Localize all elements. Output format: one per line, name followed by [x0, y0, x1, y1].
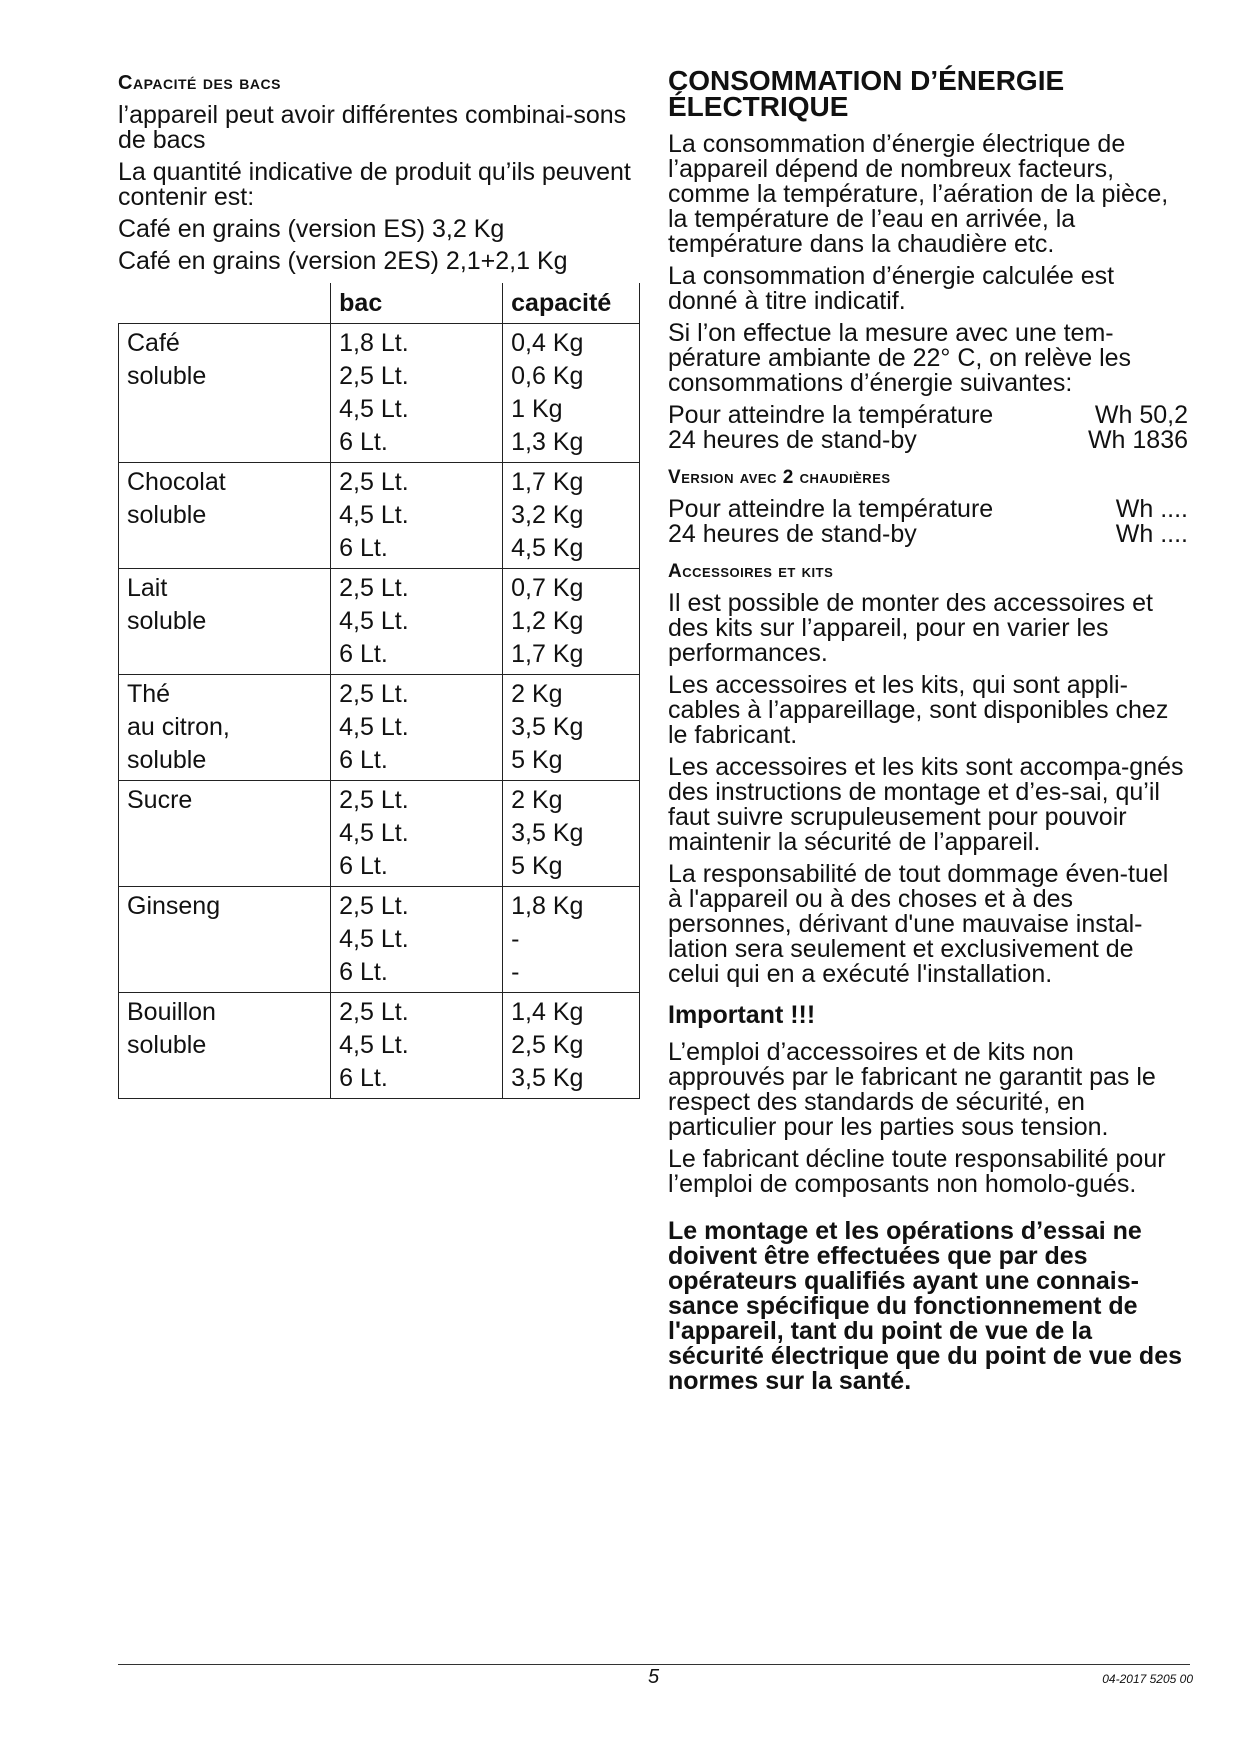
bac-cell-line: 6 Lt.	[339, 428, 388, 456]
paragraph: Il est possible de monter des accessoires et des kits sur l’appareil, pour en varier les performances.	[668, 589, 1153, 667]
paragraph: Les accessoires et les kits, qui sont appli-cables à l’appareillage, sont disponibles chez le fabricant.	[668, 671, 1169, 749]
capacite-cell-line: 1,7 Kg	[511, 468, 584, 496]
accessories-heading: Accessoires et kits	[668, 561, 834, 582]
energy-title-line1: CONSOMMATION D’ÉNERGIE	[668, 65, 1065, 96]
capacite-cell	[503, 993, 640, 1099]
capacity-table-body	[119, 324, 640, 1099]
capacite-cell	[503, 781, 640, 887]
bac-cell-line: 4,5 Lt.	[339, 819, 409, 847]
paragraph: La quantité indicative de produit qu’ils peuvent contenir est:	[118, 158, 631, 211]
bac-cell-line: 4,5 Lt.	[339, 501, 409, 529]
bac-cell	[331, 675, 503, 781]
energy-row	[668, 403, 1188, 428]
paragraph: La responsabilité de tout dommage éven-tuel à l'appareil ou à des choses et à des personnes, dérivant d'une mauvaise instal-lation sera seulement et exclusivement de celui qui en a exécuté l'installation.	[668, 860, 1169, 988]
right-column	[668, 65, 1188, 1395]
bac-cell-line: 4,5 Lt.	[339, 1031, 409, 1059]
product-cell	[119, 324, 331, 463]
bac-cell-line: 2,5 Lt.	[339, 786, 409, 814]
capacite-cell-line: 3,5 Kg	[511, 819, 584, 847]
capacite-cell-line: 5 Kg	[511, 746, 563, 774]
energy-row-label: 24 heures de stand-by	[668, 520, 917, 548]
capacite-cell	[503, 887, 640, 993]
capacite-cell-line: 0,7 Kg	[511, 574, 584, 602]
capacite-cell-line: 1,4 Kg	[511, 998, 584, 1026]
energy-row	[668, 497, 1188, 522]
product-cell	[119, 463, 331, 569]
bac-cell-line: 2,5 Lt.	[339, 574, 409, 602]
bac-cell-line: 6 Lt.	[339, 746, 388, 774]
capacity-table	[118, 283, 640, 1099]
table-row	[119, 569, 640, 675]
capacite-cell	[503, 675, 640, 781]
capacite-cell-line: 1,7 Kg	[511, 640, 584, 668]
capacite-cell-line: 3,5 Kg	[511, 713, 584, 741]
capacite-cell-line: 1,2 Kg	[511, 607, 584, 635]
product-cell	[119, 993, 331, 1099]
bac-cell-line: 6 Lt.	[339, 640, 388, 668]
product-cell	[119, 675, 331, 781]
product-cell-line: Bouillon	[127, 998, 216, 1026]
energy-title-line2: ÉLECTRIQUE	[668, 91, 849, 122]
paragraph: La consommation d’énergie électrique de l’appareil dépend de nombreux facteurs, comme la température, l’aération de la pièce, la température de l’eau en arrivée, la température dans la chaudière etc.	[668, 130, 1169, 258]
product-cell	[119, 887, 331, 993]
bac-cell-line: 2,5 Lt.	[339, 680, 409, 708]
capacite-cell	[503, 569, 640, 675]
bac-cell-line: 4,5 Lt.	[339, 713, 409, 741]
document-code: 04-2017 5205 00	[1102, 1672, 1193, 1686]
bac-cell-line: 2,5 Lt.	[339, 998, 409, 1026]
capacite-cell-line: 2 Kg	[511, 680, 563, 708]
bac-cell-line: 4,5 Lt.	[339, 607, 409, 635]
energy-row-value: Wh ....	[1115, 520, 1188, 548]
paragraph: L’emploi d’accessoires et de kits non approuvés par le fabricant ne garantit pas le respect des standards de sécurité, en particulier pour les parties sous tension.	[668, 1038, 1156, 1141]
bac-cell	[331, 463, 503, 569]
paragraph: l’appareil peut avoir différentes combinai-sons de bacs	[118, 101, 627, 154]
bac-cell-line: 6 Lt.	[339, 1064, 388, 1092]
safety-warning: Le montage et les opérations d’essai ne doivent être effectuées que par des opérateurs qualifiés ayant une connais-sance spécifique du fonctionnement de l'appareil, tant du point de vue de la sécurité électrique que du point de vue des normes sur la santé.	[668, 1217, 1183, 1395]
bac-cell	[331, 887, 503, 993]
capacite-cell-line: 4,5 Kg	[511, 534, 584, 562]
bac-cell-line: 2,5 Lt.	[339, 892, 409, 920]
two-boilers-heading: Version avec 2 chaudières	[668, 467, 891, 488]
capacite-cell-line: -	[511, 958, 520, 986]
bac-cell	[331, 324, 503, 463]
table-row	[119, 887, 640, 993]
table-header-blank	[119, 283, 331, 324]
bac-cell-line: 6 Lt.	[339, 852, 388, 880]
left-column	[118, 68, 640, 1099]
paragraph: Les accessoires et les kits sont accompa-gnés des instructions de montage et d’es-sai, qu’il faut suivre scrupuleusement pour pouvoir maintenir la sécurité de l’appareil.	[668, 753, 1184, 856]
table-row	[119, 781, 640, 887]
bac-cell	[331, 781, 503, 887]
product-cell-line: soluble	[127, 746, 207, 774]
paragraph: La consommation d’énergie calculée est donné à titre indicatif.	[668, 262, 1115, 315]
capacite-cell-line: 3,2 Kg	[511, 501, 584, 529]
capacite-cell-line: 1,8 Kg	[511, 892, 584, 920]
paragraph: Le fabricant décline toute responsabilité pour l’emploi de composants non homolo-gués.	[668, 1145, 1166, 1198]
capacite-cell-line: 2,5 Kg	[511, 1031, 584, 1059]
bac-cell-line: 2,5 Lt.	[339, 468, 409, 496]
capacite-cell-line: 3,5 Kg	[511, 1064, 584, 1092]
product-cell-line: Café	[127, 329, 180, 357]
energy-row-value: Wh ....	[1115, 495, 1188, 523]
bac-cell	[331, 569, 503, 675]
footer-divider	[118, 1664, 1190, 1665]
product-cell-line: soluble	[127, 607, 207, 635]
capacite-cell	[503, 324, 640, 463]
capacite-cell-line: 0,4 Kg	[511, 329, 584, 357]
paragraph: Café en grains (version ES) 3,2 Kg	[118, 215, 505, 243]
product-cell-line: au citron,	[127, 713, 230, 741]
capacite-cell-line: 5 Kg	[511, 852, 563, 880]
bac-cell-line: 6 Lt.	[339, 534, 388, 562]
table-header-row	[119, 283, 640, 324]
energy-title	[668, 65, 1188, 122]
product-cell	[119, 569, 331, 675]
product-cell-line: soluble	[127, 1031, 207, 1059]
page-number: 5	[648, 1666, 660, 1688]
product-cell-line: Lait	[127, 574, 168, 602]
energy-row	[668, 522, 1188, 547]
product-cell-line: Sucre	[127, 786, 193, 814]
bac-cell-line: 4,5 Lt.	[339, 925, 409, 953]
table-row	[119, 463, 640, 569]
energy-row-value: Wh 1836	[1087, 426, 1188, 454]
bac-cell	[331, 993, 503, 1099]
bac-cell-line: 2,5 Lt.	[339, 362, 409, 390]
energy-row-value: Wh 50,2	[1094, 401, 1188, 429]
product-cell-line: soluble	[127, 362, 207, 390]
capacite-cell	[503, 463, 640, 569]
energy-row-label: Pour atteindre la température	[668, 401, 994, 429]
important-heading: Important !!!	[668, 1001, 816, 1029]
energy-row-label: Pour atteindre la température	[668, 495, 994, 523]
capacite-cell-line: 1 Kg	[511, 395, 563, 423]
table-row	[119, 675, 640, 781]
table-row	[119, 993, 640, 1099]
bac-cell-line: 4,5 Lt.	[339, 395, 409, 423]
product-cell-line: soluble	[127, 501, 207, 529]
table-row	[119, 324, 640, 463]
product-cell-line: Thé	[127, 680, 171, 708]
table-header-bac: bac	[331, 283, 503, 324]
capacite-cell-line: 0,6 Kg	[511, 362, 584, 390]
bac-cell-line: 6 Lt.	[339, 958, 388, 986]
table-header-capacite: capacité	[503, 283, 640, 324]
energy-row-label: 24 heures de stand-by	[668, 426, 917, 454]
capacite-cell-line: -	[511, 925, 520, 953]
capacity-heading: Capacité des bacs	[118, 72, 281, 94]
bac-cell-line: 1,8 Lt.	[339, 329, 409, 357]
energy-row	[668, 428, 1188, 453]
product-cell-line: Chocolat	[127, 468, 226, 496]
product-cell	[119, 781, 331, 887]
paragraph: Si l’on effectue la mesure avec une tem-pérature ambiante de 22° C, on relève les consommations d’énergie suivantes:	[668, 319, 1132, 397]
capacite-cell-line: 2 Kg	[511, 786, 563, 814]
capacite-cell-line: 1,3 Kg	[511, 428, 584, 456]
product-cell-line: Ginseng	[127, 892, 221, 920]
paragraph: Café en grains (version 2ES) 2,1+2,1 Kg	[118, 247, 568, 275]
